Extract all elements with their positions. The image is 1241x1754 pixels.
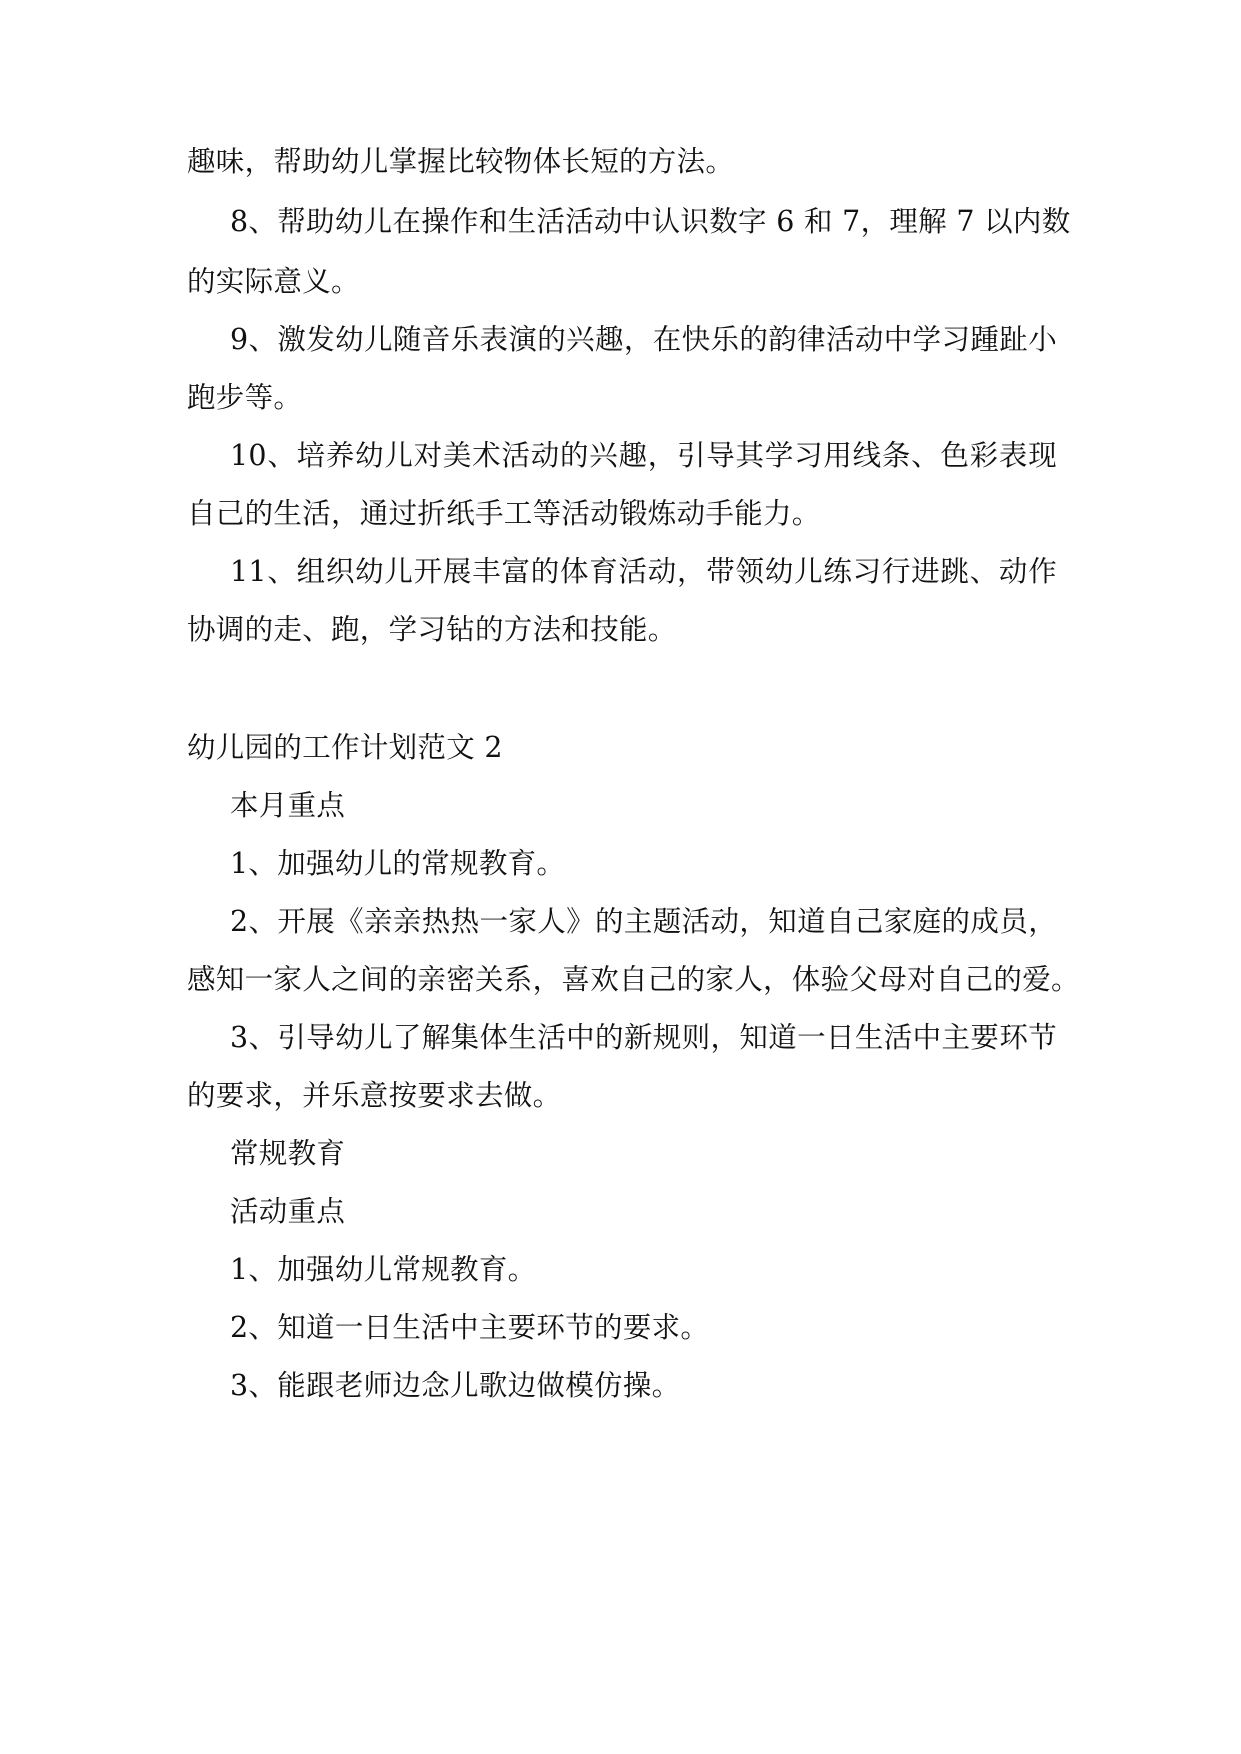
list-item: 3、引导幼儿了解集体生活中的新规则，知道一日生活中主要环节 (230, 1021, 1057, 1054)
paragraph-line: 协调的走、跑，学习钻的方法和技能。 (187, 613, 677, 646)
paragraph-line: 自己的生活，通过折纸手工等活动锻炼动手能力。 (187, 497, 821, 530)
paragraph-line: 感知一家人之间的亲密关系，喜欢自己的家人，体验父母对自己的爱。 (187, 963, 1080, 996)
paragraph-line: 11、组织幼儿开展丰富的体育活动，带领幼儿练习行进跳、动作 (230, 555, 1057, 588)
list-item: 1、加强幼儿常规教育。 (230, 1253, 537, 1286)
list-item: 2、知道一日生活中主要环节的要求。 (230, 1311, 710, 1344)
paragraph-line: 8、帮助幼儿在操作和生活活动中认识数字 6 和 7，理解 7 以内数 (230, 205, 1071, 238)
list-item: 3、能跟老师边念儿歌边做模仿操。 (230, 1369, 681, 1402)
section-title: 幼儿园的工作计划范文 2 (187, 731, 503, 764)
list-item: 2、开展《亲亲热热一家人》的主题活动，知道自己家庭的成员， (230, 905, 1057, 938)
subheading: 常规教育 (230, 1137, 346, 1170)
paragraph-line: 10、培养幼儿对美术活动的兴趣，引导其学习用线条、色彩表现 (230, 439, 1057, 472)
list-item: 1、加强幼儿的常规教育。 (230, 847, 566, 880)
paragraph-line: 9、激发幼儿随音乐表演的兴趣，在快乐的韵律活动中学习踵趾小 (230, 323, 1057, 356)
paragraph-line: 的实际意义。 (187, 265, 360, 298)
subheading: 活动重点 (230, 1195, 346, 1228)
subheading: 本月重点 (230, 789, 346, 822)
paragraph-line: 跑步等。 (187, 381, 303, 414)
paragraph-line: 的要求，并乐意按要求去做。 (187, 1079, 562, 1112)
paragraph-line: 趣味，帮助幼儿掌握比较物体长短的方法。 (187, 145, 735, 178)
